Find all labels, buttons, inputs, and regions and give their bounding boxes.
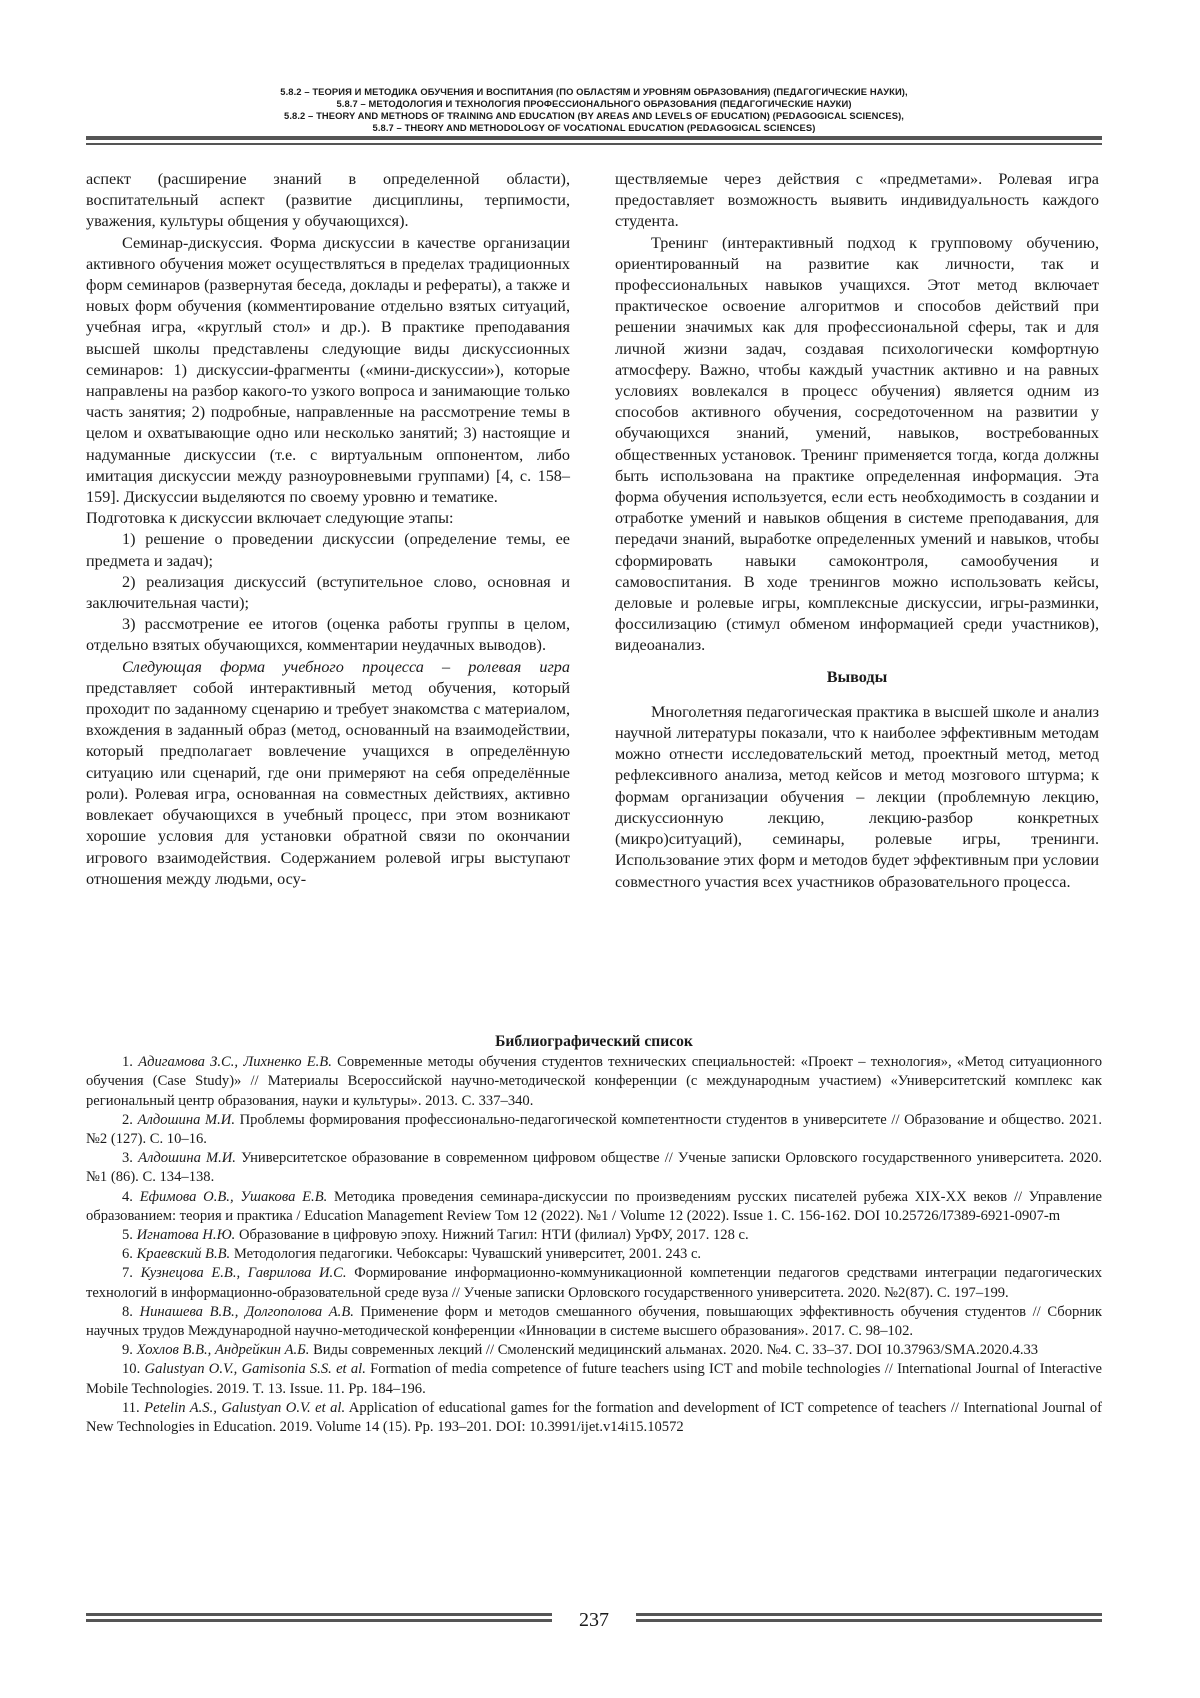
ref-authors: Алдошина М.И. (138, 1150, 236, 1167)
reference-item (86, 1226, 1102, 1245)
header-line-2: 5.8.7 – МЕТОДОЛОГИЯ И ТЕХНОЛОГИЯ ПРОФЕССИОНАЛЬНОГО ОБРАЗОВАНИЯ (ПЕДАГОГИЧЕСКИЕ НАУКИ) (336, 98, 852, 109)
ref-num: 9. (122, 1342, 133, 1359)
ref-num: 8. (122, 1303, 133, 1320)
ref-authors: Кузнецова Е.В., Гаврилова И.С. (140, 1265, 347, 1282)
ref-num: 6. (122, 1246, 133, 1263)
body-paragraph (86, 657, 570, 890)
ref-num: 3. (122, 1150, 133, 1167)
header-rule-thick (86, 136, 1102, 140)
list-item: 1) решение о проведении дискуссии (определение темы, ее предмета и задач); (86, 530, 570, 570)
ref-num: 7. (122, 1265, 133, 1282)
italic-lead: Следующая форма учебного процесса – ролевая игра (122, 657, 570, 676)
list-item: 3) рассмотрение ее итогов (оценка работы группы в целом, отдельно взятых обучающихся, комментарии неудачных выводов). (86, 615, 570, 655)
header-line-4: 5.8.7 – THEORY AND METHODOLOGY OF VOCATIONAL EDUCATION (PEDAGOGICAL SCIENCES) (372, 122, 816, 133)
body-paragraph: Многолетняя педагогическая практика в высшей школе и анализ научной литературы показали, что к наиболее эффективным методам можно отнести исследовательский метод, проектный метод, метод рефлексивного анализа, метод кейсов и метод мозгового штурма; к формам организации обучения – лекции (проблемную лекцию, дискуссионную лекцию, лекцию-разбор конкретных (микро)ситуаций), семинары, ролевые игры, тренинги. Использование этих форм и методов будет эффективным при условии совместного участия всех участников образовательного процесса. (615, 702, 1099, 891)
ref-authors: Адигамова З.С., Лихненко Е.В. (138, 1054, 332, 1071)
ref-text: Formation of media competence of future teachers using ICT and mobile technologies // International Journal of Interactive Mobile Technologies. 2019. T. 13. Issue. 11. Pp. 184–196. (86, 1361, 1102, 1397)
ref-text: Проблемы формирования профессионально-педагогической компетентности студентов в университете // Образование и общество. 2021. №2 (127). С. 10–16. (86, 1111, 1102, 1148)
running-header (86, 86, 1102, 134)
reference-item (86, 1188, 1102, 1226)
ref-num: 4. (122, 1188, 133, 1205)
reference-item (86, 1399, 1102, 1437)
ref-authors: Galustyan O.V., Gamisonia S.S. et al. (144, 1361, 366, 1378)
ref-num: 11. (122, 1399, 140, 1416)
body-paragraph: Подготовка к дискуссии включает следующие этапы: (86, 509, 454, 528)
body-paragraph: Тренинг (интерактивный подход к групповому обучению, ориентированный на развитие как личности, так и профессиональных навыков учащихся. Этот метод включает практическое освоение алгоритмов и способов действий при решении значимых как для профессиональной сферы, так и для личной жизни задач, создавая психологически комфортную атмосферу. Важно, чтобы каждый участник активно и на равных условиях вовлекался в процесс обучения) является одним из способов активного обучения, сосредоточенном на развитии у обучающихся знаний, умений, навыков, востребованных общественных установок. Тренинг применяется тогда, когда должны быть использована на практике определенная информация. Эта форма обучения используется, если есть необходимость в создании и отработке умений и навыков общения в системе преподавания, для передачи знаний, выработке определенных умений и навыков, чтобы сформировать навыки самоконтроля, самообучения и самовоспитания. В ходе тренингов можно использовать кейсы, деловые и ролевые игры, комплексные дискуссии, игры-разминки, фоссилизацию (стимул обменом информацией среди участников), видеоанализ. (615, 233, 1099, 655)
reference-item (86, 1111, 1102, 1149)
ref-text: Формирование информационно-коммуникационной компетенции педагогов средствами интеграции педагогических технологий в информационно-образовательной среде вуза // Ученые записки Орловского государственного университета. 2020. №2(87). С. 197–199. (86, 1265, 1102, 1301)
ref-num: 2. (122, 1111, 133, 1128)
ref-authors: Алдошина М.И. (137, 1111, 235, 1128)
left-column (86, 169, 570, 890)
bibliography (86, 1032, 1102, 1437)
reference-item (86, 1303, 1102, 1341)
ref-text: Методология педагогики. Чебоксары: Чувашский университет, 2001. 243 с. (233, 1246, 702, 1263)
page-footer (86, 1609, 1102, 1635)
ref-text: Методика проведения семинара-дискуссии по произведениям русских писателей рубежа XIX-XX веков // Управление образованием: теория и практика / Education Management Review Том 12 (2022). №1 / Volume 12 (2022). Issue 1. С. 156-162. DOI 10.25726/l7389-6921-0907-m (86, 1188, 1102, 1224)
footer-rule-right (636, 1613, 1102, 1622)
ref-num: 10. (122, 1361, 141, 1378)
reference-item (86, 1341, 1102, 1360)
ref-text: Образование в цифровую эпоху. Нижний Тагил: НТИ (филиал) УрФУ, 2017. 128 с. (238, 1227, 749, 1244)
ref-authors: Игнатова Н.Ю. (136, 1227, 236, 1244)
ref-text: Университетское образование в современном цифровом обществе // Ученые записки Орловского государственного университета. 2020. №1 (86). С. 134–138. (86, 1150, 1103, 1186)
reference-item (86, 1149, 1102, 1187)
bibliography-title: Библиографический список (495, 1033, 693, 1050)
header-rule-thin (86, 143, 1102, 145)
ref-text: Современные методы обучения студентов технических специальностей: «Проект – технология», «Метод ситуационного обучения (Case Study)» // Материалы Всероссийской научно-методической конференции (с международным участием) «Университетский комплекс как региональный центр образования, науки и культуры». 2013. С. 337–340. (86, 1054, 1103, 1109)
ref-text: Application of educational games for the formation and development of ICT competence of teachers // International Journal of New Technologies in Education. 2019. Volume 14 (15). Pp. 193–201. DOI: 10.3991/ijet.v14i15.10572 (86, 1399, 1103, 1436)
header-line-3: 5.8.2 – THEORY AND METHODS OF TRAINING AND EDUCATION (BY AREAS AND LEVELS OF EDUCATION) (PEDAGOGICAL SCIENCES), (284, 110, 904, 121)
reference-item (86, 1264, 1102, 1302)
right-column (615, 169, 1099, 893)
ref-authors: Petelin A.S., Galustyan O.V. et al. (144, 1399, 346, 1416)
ref-text: Применение форм и методов смешанного обучения, повышающих эффективность обучения студентов // Сборник научных трудов Международной научно-методической конференции «Инновации в системе высшего образования». 2017. С. 98–102. (86, 1303, 1102, 1340)
ref-authors: Ефимова О.В., Ушакова Е.В. (139, 1188, 328, 1205)
ref-authors: Краевский В.В. (136, 1246, 231, 1263)
reference-item (86, 1245, 1102, 1264)
ref-text: Виды современных лекций // Смоленский медицинский альманах. 2020. №4. С. 33–37. DOI 10.37963/SMA.2020.4.33 (313, 1342, 1039, 1359)
body-paragraph: Семинар-дискуссия. Форма дискуссии в качестве организации активного обучения может осуществляться в пределах традиционных форм семинаров (развернутая беседа, доклады и рефераты), а также и новых форм обучения (комментирование отдельно взятых ситуаций, учебная игра, «круглый стол» и др.). В практике преподавания высшей школы представлены следующие виды дискуссионных семинаров: 1) дискуссии-фрагменты («мини-дискуссии»), которые направлены на разбор какого-то узкого вопроса и занимающие только часть занятия; 2) подробные, направленные на рассмотрение темы в целом и охватывающие одно или несколько занятий; 3) настоящие и надуманные дискуссии (т.е. с виртуальным оппонентом, либо имитация дискуссии между разноуровневыми группами) [4, с. 158–159]. Дискуссии выделяются по своему уровню и тематике. (86, 233, 570, 507)
header-line-1: 5.8.2 – ТЕОРИЯ И МЕТОДИКА ОБУЧЕНИЯ И ВОСПИТАНИЯ (ПО ОБЛАСТЯМ И УРОВНЯМ ОБРАЗОВАНИЯ) (ПЕДАГОГИЧЕСКИЕ НАУКИ), (280, 86, 908, 97)
section-title: Выводы (826, 667, 888, 686)
ref-authors: Нинашева В.В., Долгополова А.В. (139, 1303, 354, 1320)
reference-item (86, 1053, 1102, 1111)
page-number: 237 (579, 1609, 609, 1631)
list-item: 2) реализация дискуссий (вступительное слово, основная и заключительная части); (86, 572, 570, 613)
body-paragraph: ществляемые через действия с «предметами». Ролевая игра предоставляет возможность выявить индивидуальность каждого студента. (615, 170, 1099, 231)
reference-item (86, 1360, 1102, 1398)
paragraph-rest: представляет собой интерактивный метод обучения, который проходит по заданному сценарию и требует знакомства с материалом, вхождения в заданный образ (метод, основанный на взаимодействии, который предполагает вовлечение учащихся в определённую ситуацию или сценарий, где они примеряют на себя определённые роли). Ролевая игра, основанная на совместных действиях, активно вовлекает обучающихся в учебный процесс, при этом возникают хорошие условия для установки обратной связи по окончании игрового взаимодействия. Содержанием ролевой игры выступают отношения между людьми, осу- (86, 678, 570, 888)
ref-num: 1. (122, 1054, 133, 1071)
body-paragraph: аспект (расширение знаний в определенной области), воспитательный аспект (развитие дисциплины, терпимости, уважения, культуры общения у обучающихся). (86, 170, 570, 231)
ref-authors: Хохлов В.В., Андрейкин А.Б. (136, 1342, 310, 1359)
ref-num: 5. (122, 1227, 133, 1244)
